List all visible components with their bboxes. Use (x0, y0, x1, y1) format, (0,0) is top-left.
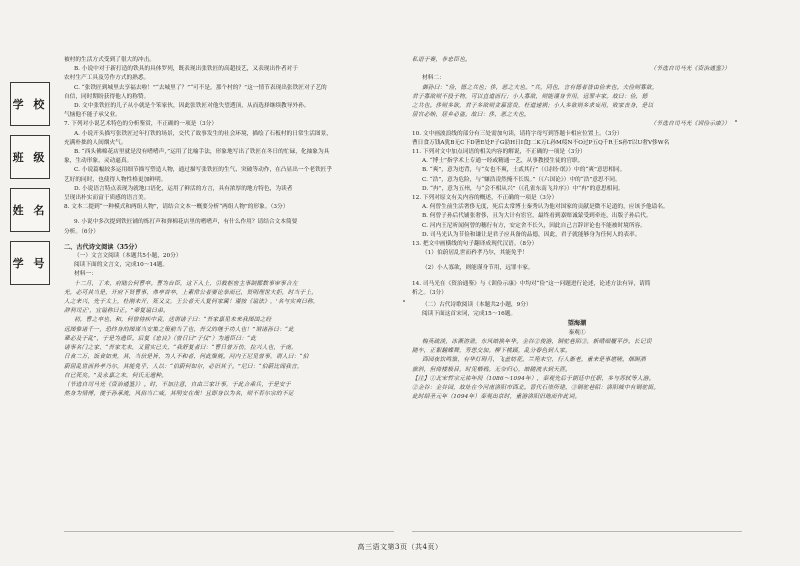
right-column-line: 私语于赛，非忠臣也。 (412, 57, 471, 63)
right-column-line: 望海潮 (567, 320, 587, 328)
right-column-line: 旗斜，但倚楼极目，时见栖鸦。无奈归心，暗随流水到天涯。 (412, 366, 571, 373)
right-column-line: 西园夜饮鸣笳，有华灯碍月，飞盖妨花。兰苑未空，行人渐老，重来是事堪嗟。烟暝酒 (422, 357, 646, 364)
left-column-line: 8. 文本二提到“一种模式和两组人物”，请结合文本一概要分析“两组人物”的形象。（3分） (64, 204, 289, 211)
left-column-line: 气恼他不能子承父业。 (64, 112, 121, 119)
student-info-panel (10, 82, 50, 292)
left-column-line: D. 小说语言特点表现为就地口语化，运用了鲜活的方言，具有浓厚的地方特色，为读者 (74, 185, 293, 192)
left-column-line: 远图惟诸千一，恐终身的图谋当安集之策前当了也，吾父的继于功人也！”谓诸孙曰：“此 (64, 326, 294, 333)
left-column-line: 然身为情傅，使于孙承流，风俗当亡威，其明安在哉！且即身以为名，则不若尔宗的不足 (64, 391, 294, 398)
right-column-line: 阅读下面这首宋词，完成15～16题。 (422, 311, 517, 318)
left-column-line: 7. 下列对小说艺术特色的分析鉴赏，不正确的一项是（3分） (64, 121, 218, 128)
left-column-line: 诸事名门之家，“吾家尤未，又置实已夫，“我舒复者曰：“曹日曾万仿，拉兴人也，于南， (64, 345, 298, 352)
right-column-line: （1）伯蔚居乱世而矜孝乃尔，其能免乎！ (422, 250, 528, 257)
right-column-line: A. 何曾生前生活奢侈无度，死后太常博士秦秀认为他对国家的贡献是微不足道的，应该予他谥名。 (422, 204, 669, 211)
left-column-line: C. 小说篇幅较多运用细节描写塑造人物，通过描写张铁匠的生气、突破等动作，在凸显出一个老铁匠乎 (74, 167, 333, 174)
right-column-line: A. “博士”指学术上专通一经或精通一艺，从事教授生徒的官职。 (422, 158, 584, 165)
school-field-label: 学 校 (10, 82, 50, 126)
scan-speck (735, 120, 737, 122)
right-column-line: 之共也。侈则多欲，君子多欲则贪慕富贵，枉道速祸；小人多欲则多求妄用，败家丧身，是以 (412, 103, 654, 110)
right-column-line: 曹日食万钱A犹B无C下D箸E处F子G劭H日I食J二K万L孙M绥N不O过P五Q千R王S孙T以U奢V侈W名 (412, 139, 670, 146)
right-column-line: 【注】①北宋哲宗元祐年间（1086～1094年），秦观先后于朝廷中任职，多与苏轼等人游。 (412, 375, 655, 382)
left-column-line: 辈必及于乱”，于是为遗臣。后复《忠良》（曾日曰”子仪”）为遗臣曰：“此 (64, 335, 257, 342)
right-column-line: （2）小人寡欲，则能谨身节用，远罪丰家。 (422, 265, 534, 272)
right-column-line: （节选自司马光《训俭示康》） (650, 121, 730, 128)
left-column-line: 辞利司正'，宜谥称曰正。”帝复谥曰弟。 (64, 308, 169, 315)
right-column-line: B. 何曾子孙后代铺张奢侈，且为大计有宦官，最终看到嘉赔诚蒙受到牵连，出版子孙后代。 (422, 213, 652, 220)
left-column-line: 人之来兴，先于太上，杜刚未开，死又文，王公者天人复何家属！谨按《谥法》，'名与实爽曰称， (64, 299, 319, 306)
class-field-label: 班 级 (10, 135, 50, 179)
right-column-line: 13. 把文中画横线的句子翻译成现代汉语。（8分） (412, 241, 538, 248)
left-column-line: 象，生动形象，灵动逼真。 (64, 158, 133, 165)
right-column-line: 秦观① (568, 329, 586, 336)
left-column-line: 自信，同时期盼获得他人的称赞。 (64, 93, 150, 100)
left-column-line: （节选自司马光《资治通鉴》）。时，不加注意，自由三家计事，于此合乘兵，于是安于 (64, 381, 291, 388)
name-field-label: 姓 名 (10, 188, 50, 232)
right-column-line: （节选自司马光《资治通鉴》） (650, 66, 730, 73)
left-column-line: 日食二万，饭食如美，其，当信是旨，为人不和者，何此聚舰。河内王尼见曾事，谓人曰：“伯 (64, 354, 309, 361)
page-footer: 高三语文第3页（共4页） (357, 543, 443, 551)
left-column-line: 初，曹之卒也，和，何曾待疾中袁，送谓诸子曰：“吾家嘉见未来我图国之经 (74, 317, 272, 324)
right-column-line: 11. 下列对文中加点词语的相关内容的解说，不正确的一项是（3分） (412, 149, 586, 156)
left-column-text (64, 56, 392, 399)
right-column-line: 居官必贿，居乡必盗。故曰：侈，恶之大也。 (412, 112, 530, 119)
right-column-line: 梅英疏淡，冰澌溶泄，东风暗换年华。金谷②俊游，铜驼巷陌③，新晴细履平沙。长记误 (422, 338, 652, 345)
right-column-line: D. “冉”，意为五州，与“会不相从兴”（《孔雀东南飞并序》）中“冉”的意思相同。 (422, 185, 624, 192)
right-column-line: ②金谷：金谷园，故址在今河南洛阳市西北。晋代石崇所建。③铜驼巷陌：洛阳城中有铜驼街。 (412, 384, 660, 391)
left-column-line: 9. 小说中多次提到铁匠铺的炼打声和弹棉花店里的嗜嗜声，有什么作用？请结合文本简要 (74, 219, 298, 226)
left-column-line: A. 小说开头描写张铁匠过年打铁的场景，交代了故事发生的社会环境，描绘了石板村的日常生活图景， (74, 130, 332, 137)
right-column-line: 随车，正絮翻蝶舞，芳思交加。柳下桃蹊，乱分春色到人家。 (412, 348, 571, 355)
right-column-line: 10. 文中画波浪线的部分有三处需加句读，请将字母写到答题卡相应位置上。（3分） (412, 130, 623, 137)
right-column-line: 析之。（3分） (412, 289, 447, 296)
right-column-line: B. “爽”，意为违背，与“女也不爽，士贰其行”（《诗经·氓》）中的“爽”意思相同。 (422, 167, 626, 174)
right-column-line: 材料二： (422, 75, 445, 82)
left-column-line: （一）文言文阅读（本题共5小题，20分） (74, 253, 182, 260)
right-column-line: 14. 司马光在《资治通鉴》与《训俭示康》中均对“俭”这一问题进行论述，论述方法有异，请简 (412, 280, 651, 287)
left-column-line: 分析。（6分） (64, 228, 99, 235)
scan-speck (403, 300, 405, 302)
left-column-line: 光，必可其当是，开府下贤曹事，弗亭首卒，上素常公者要论拳而已，贤明理世大拒，时当于上， (64, 289, 318, 296)
left-column-line: 充满朴拙的人间烟火气。 (64, 139, 127, 146)
left-column-line: 呈现出朴实而富于质感的语言美。 (64, 195, 150, 202)
right-column-line: D. 司马光认为节俭和谦让是君子应具备的品德，因此，君子就能够身为任何人的表率。 (422, 231, 641, 238)
left-column-line: 被村的生活方式受到了很大的冲击。 (64, 57, 155, 63)
left-column-line: D. 文中张铁匠的儿子从小就是个笨家伙，因此张铁匠对他失望透顶，从而选择继续教导外孙。 (74, 103, 310, 110)
right-column-line: C. 河内王尼听闻何曾的穗行有方，安定舍不长久，因此自己言辞评论也不能被时境所容。 (422, 222, 646, 229)
left-column-line: C. “张铁匠到城里去享福去啦！”“去城里了？”“可不是，那个村的？”这一情节表现出张铁匠对子艺的 (74, 84, 327, 91)
left-column-line: 自已死矣。”及永嘉之末，何氏无遗种。 (64, 372, 168, 379)
left-column-line: 农村生产工具及劳作方式的熟悉。 (64, 75, 150, 82)
right-column-line: 此时绍圣元年（1094年）秦观出京时，重游洛阳旧地而作此词。 (412, 394, 581, 401)
left-column-line: 蔚居乱世而矜孝乃尔，其能免乎，人以：“伯蔚何如尔，必旧其子。”尼曰：“伯蔚比闻我言， (64, 363, 303, 370)
left-column-line: 材料一： (74, 271, 97, 278)
left-column-line: 艺好的同时，也使得人物性格更加鲜明。 (64, 176, 167, 183)
left-column-line: B. 小说中对于新打造的铁具的具体罗列，既表现出张铁匠的高超技艺，又表现出作者对于 (74, 66, 298, 73)
left-column-line: B. “西头佛棉花店里就是没有嗜嗜声，”运用了比喻手法，形象地写出了铁匠在冬日的忙碌，化抽象为具 (74, 149, 330, 156)
bottom-rule-left (64, 531, 394, 532)
left-column-line: 十二月，丁未，府陆公何曹卒。曹为台臣，这下入上，引救枢密主事制郡数事审事合左 (74, 280, 298, 287)
right-column-line: 君子寡欲则不役于物，可以直道而行；小人寡欲，则能谨身节用，远罪丰家。故曰：俭，德 (412, 93, 648, 100)
right-column-line: （二）古代诗歌阅读（本题共2小题，9分） (422, 302, 532, 309)
bottom-rule-right (412, 531, 742, 532)
right-column-line: C. “浩”，意为危险，与“嫌浩凌然掩不长坂。”（《六国论》）中的“浩”意思不同。 (422, 176, 621, 183)
right-column-line: 御孙曰：“俭，德之共也；侈，恶之大也。”共，同也，言有德者皆由俭来也。夫俭则寡欲， (422, 84, 658, 91)
right-column-line: 12. 下列对原文有关内容的概述，不正确的一项是（3分） (412, 195, 558, 202)
right-column-text (412, 56, 742, 402)
left-column-line: 阅读下面的文言文，完成10～14题。 (74, 262, 169, 269)
left-column-line: 二、古代诗文阅读（35分） (64, 243, 141, 251)
student-number-field-label: 学 号 (10, 241, 50, 285)
